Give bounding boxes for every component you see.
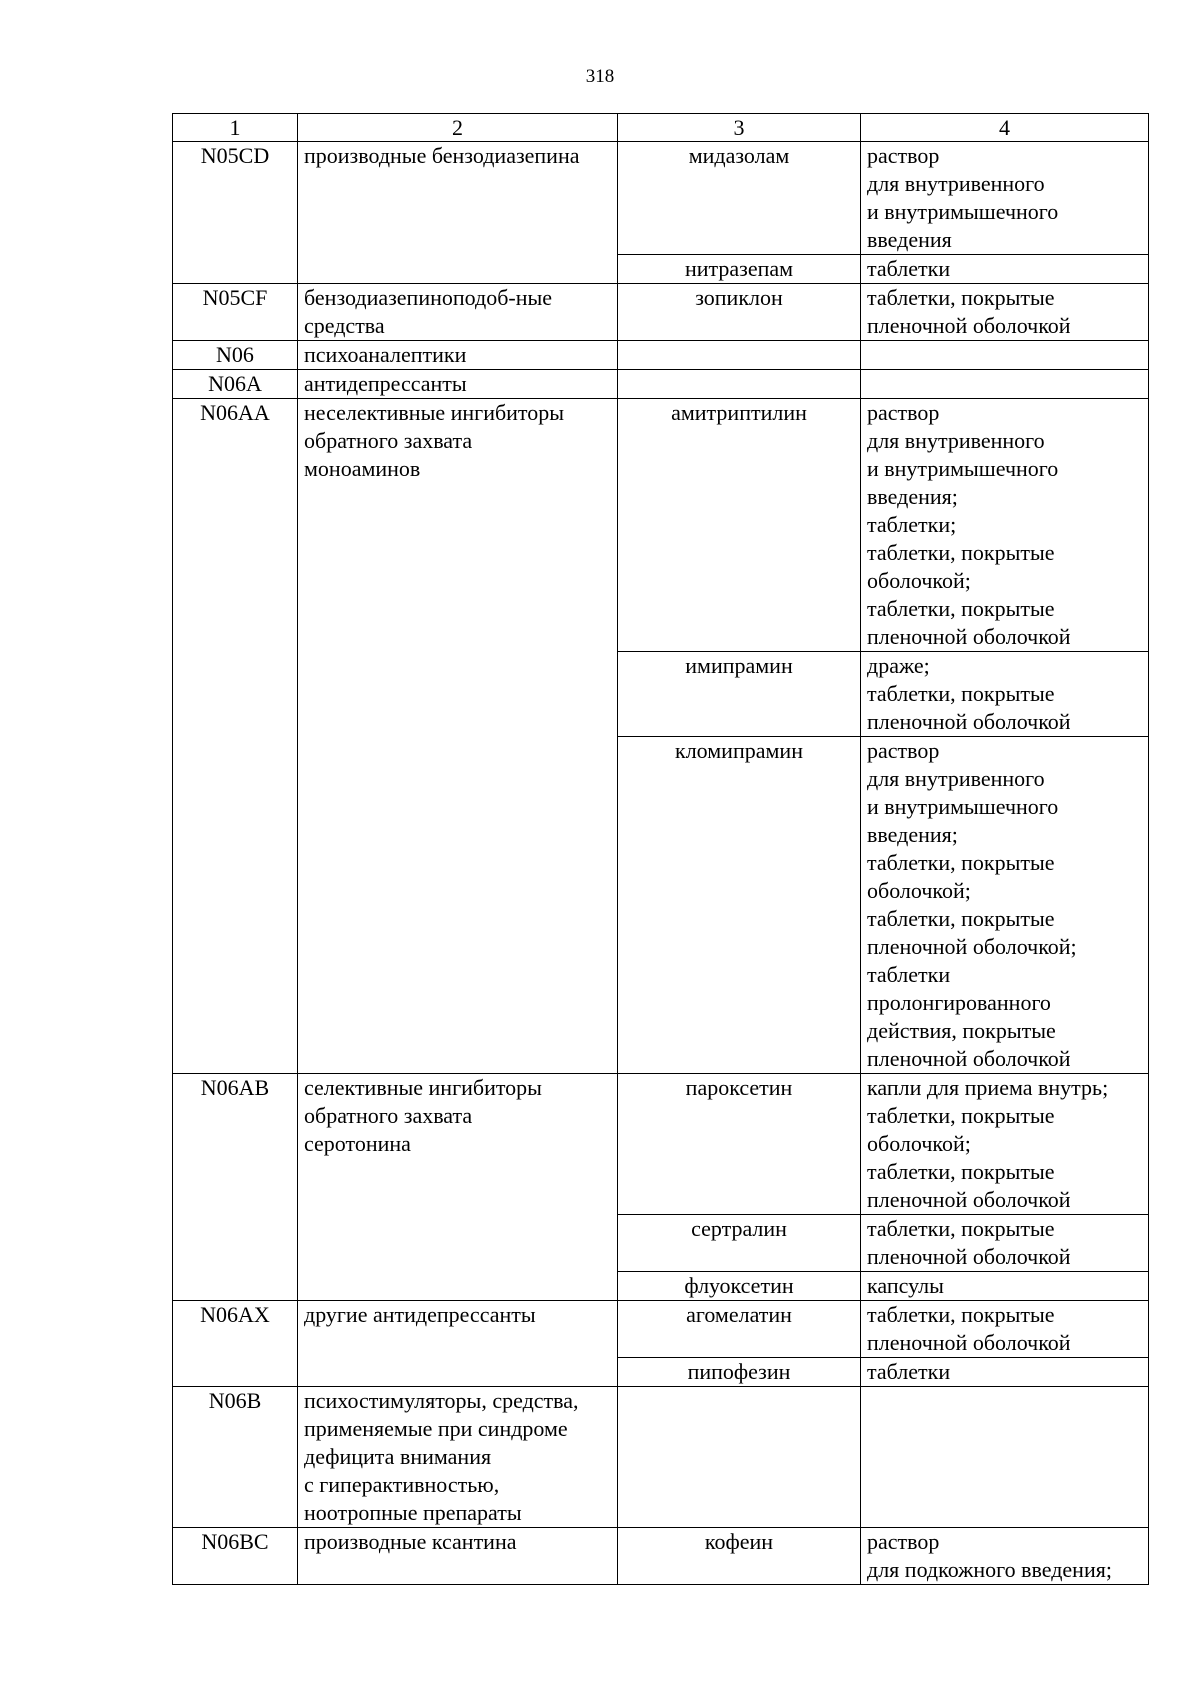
drug-name-cell: флуоксетин: [618, 1272, 861, 1301]
drug-name-cell: мидазолам: [618, 142, 861, 255]
atc-code-cell: N06AX: [173, 1301, 298, 1387]
table-row: [173, 1074, 1149, 1215]
drug-name-cell: пипофезин: [618, 1358, 861, 1387]
drug-name-cell: [618, 341, 861, 370]
table-body: [173, 142, 1149, 1585]
header-cell: 4: [861, 114, 1149, 142]
drug-name-cell: кломипрамин: [618, 737, 861, 1074]
drug-name-cell: пароксетин: [618, 1074, 861, 1215]
drug-name-cell: [618, 370, 861, 399]
drug-name-cell: зопиклон: [618, 284, 861, 341]
atc-code-cell: N05CF: [173, 284, 298, 341]
dosage-form-cell: капли для приема внутрь; таблетки, покрытые оболочкой; таблетки, покрытые пленочной оболочкой: [861, 1074, 1149, 1215]
page-number: 318: [585, 66, 615, 87]
header-cell: 3: [618, 114, 861, 142]
anatomical-group-cell: антидепрессанты: [298, 370, 618, 399]
table-row: [173, 142, 1149, 255]
dosage-form-cell: [861, 341, 1149, 370]
anatomical-group-cell: психоаналептики: [298, 341, 618, 370]
dosage-form-cell: таблетки, покрытые пленочной оболочкой: [861, 284, 1149, 341]
atc-code-cell: N06BC: [173, 1528, 298, 1585]
drug-name-cell: нитразепам: [618, 255, 861, 284]
table-row: [173, 284, 1149, 341]
header-cell: 1: [173, 114, 298, 142]
drug-name-cell: сертралин: [618, 1215, 861, 1272]
drug-name-cell: агомелатин: [618, 1301, 861, 1358]
dosage-form-cell: таблетки, покрытые пленочной оболочкой: [861, 1301, 1149, 1358]
atc-code-cell: N06B: [173, 1387, 298, 1528]
anatomical-group-cell: неселективные ингибиторы обратного захвата моноаминов: [298, 399, 618, 1074]
atc-code-cell: N06A: [173, 370, 298, 399]
atc-code-cell: N05CD: [173, 142, 298, 284]
anatomical-group-cell: производные бензодиазепина: [298, 142, 618, 284]
table-row: [173, 370, 1149, 399]
drug-table: [172, 113, 1149, 1585]
anatomical-group-cell: производные ксантина: [298, 1528, 618, 1585]
dosage-form-cell: [861, 370, 1149, 399]
anatomical-group-cell: психостимуляторы, средства, применяемые при синдроме дефицита внимания с гиперактивностью, ноотропные препараты: [298, 1387, 618, 1528]
table-row: [173, 1301, 1149, 1358]
atc-code-cell: N06: [173, 341, 298, 370]
dosage-form-cell: капсулы: [861, 1272, 1149, 1301]
table-row: [173, 341, 1149, 370]
dosage-form-cell: таблетки, покрытые пленочной оболочкой: [861, 1215, 1149, 1272]
dosage-form-cell: таблетки: [861, 255, 1149, 284]
drug-name-cell: кофеин: [618, 1528, 861, 1585]
dosage-form-cell: раствор для подкожного введения;: [861, 1528, 1149, 1585]
table-row: [173, 1387, 1149, 1528]
anatomical-group-cell: селективные ингибиторы обратного захвата серотонина: [298, 1074, 618, 1301]
drug-name-cell: имипрамин: [618, 652, 861, 737]
dosage-form-cell: раствор для внутривенного и внутримышечного введения; таблетки, покрытые оболочкой; таблетки, покрытые пленочной оболочкой; таблетки пролонгированного действия, покрытые пленочной оболочкой: [861, 737, 1149, 1074]
atc-code-cell: N06AA: [173, 399, 298, 1074]
dosage-form-cell: таблетки: [861, 1358, 1149, 1387]
table-row: [173, 1528, 1149, 1585]
anatomical-group-cell: другие антидепрессанты: [298, 1301, 618, 1387]
dosage-form-cell: раствор для внутривенного и внутримышечного введения: [861, 142, 1149, 255]
header-row: [173, 114, 1149, 142]
dosage-form-cell: [861, 1387, 1149, 1528]
atc-code-cell: N06AB: [173, 1074, 298, 1301]
drug-name-cell: амитриптилин: [618, 399, 861, 652]
dosage-form-cell: раствор для внутривенного и внутримышечного введения; таблетки; таблетки, покрытые оболочкой; таблетки, покрытые пленочной оболочкой: [861, 399, 1149, 652]
table-row: [173, 399, 1149, 652]
drug-name-cell: [618, 1387, 861, 1528]
anatomical-group-cell: бензодиазепиноподоб-ные средства: [298, 284, 618, 341]
header-cell: 2: [298, 114, 618, 142]
dosage-form-cell: драже; таблетки, покрытые пленочной оболочкой: [861, 652, 1149, 737]
